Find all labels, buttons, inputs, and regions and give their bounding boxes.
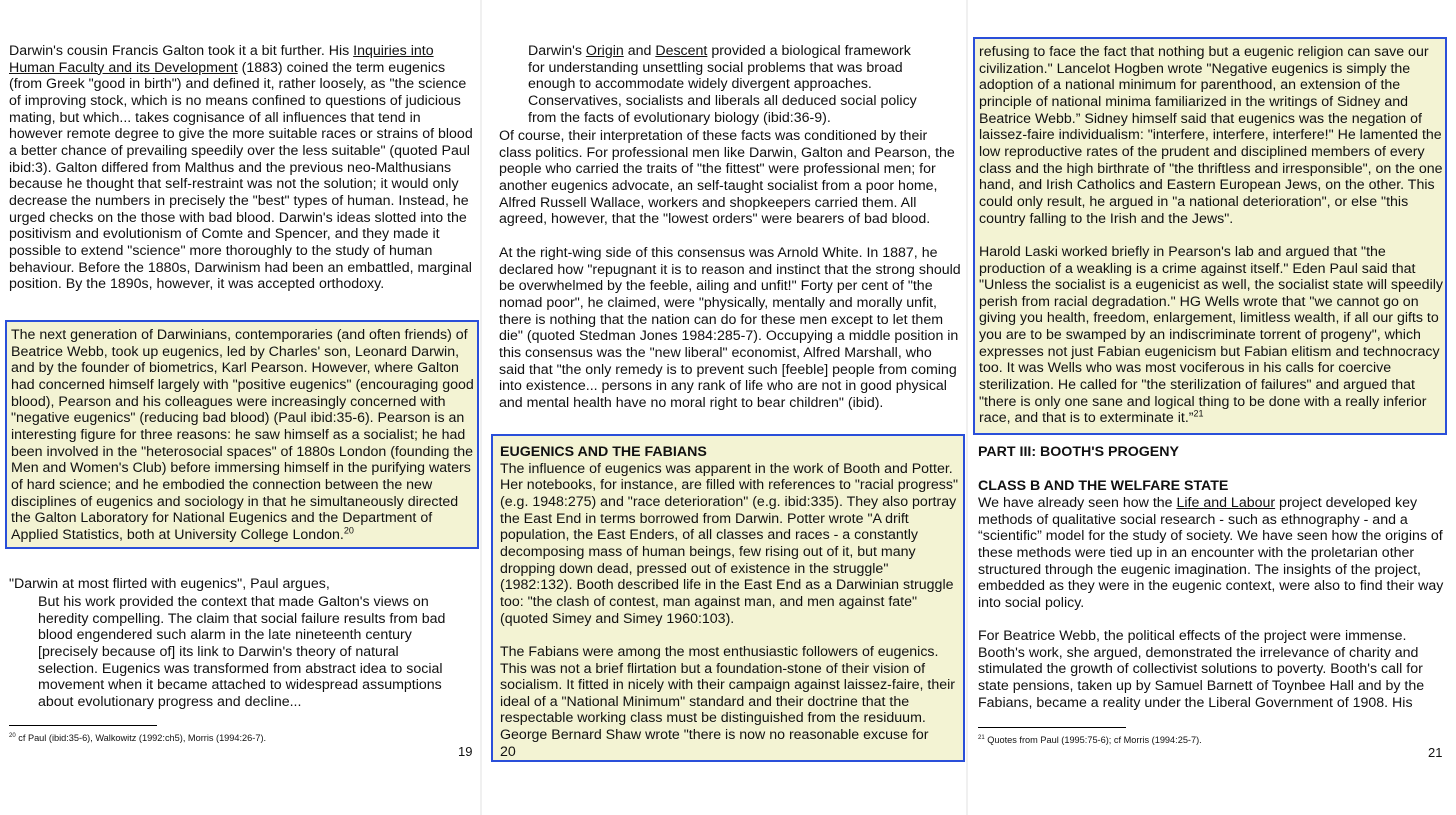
footnote-ref-20: 20	[343, 525, 354, 536]
galton-paragraph: Darwin's cousin Francis Galton took it a bit further. His Inquiries into Human Faculty and its Development (1883) coined the term eugenics (from Greek "good in birth") and defined it, rather loosely, as "the science of improving stock, which is no means confined to questions of judicious mating, but which... takes cognisance of all influences that tend in however remote degree to give the more suitable races or strains of blood a better chance of prevailing speedily over the less suitable" (quoted Paul ibid:3). Galton differed from Malthus and the previous neo-Malthusians because he thought that self-restraint was not the solution; it would only decrease the numbers in precisely the "best" types of human. Instead, he urged checks on the those with bad blood. Darwin's ideas slotted into the positivism and evolutionism of Comte and Spencer, and they made it possible to extend "science" more thoroughly to the study of human behaviour. Before the 1880s, Darwinism had been an embattled, marginal position. By the 1890s, however, it was accepted orthodoxy.	[9, 43, 473, 293]
page-19	[0, 0, 480, 815]
class-politics-paragraph: Of course, their interpretation of these facts was conditioned by their class politics. For professional men like Darwin, Galton and Pearson, the people who carried the traits of "the fittest" were professional men; for another eugenics advocate, an self-taught socialist from a poor home, Alfred Russell Wallace, workers and shopkeepers carried them. All agreed, however, that the "lowest orders" were bearers of bad blood.	[499, 128, 955, 228]
fabians-paragraph: The Fabians were among the most enthusiastic followers of eugenics. This was not a brief flirtation but a foundation-stone of their vision of socialism. It fitted in nicely with their campaign against laissez-faire, their ideal of a "National Minimum" standard and their doctrine that the respectable working class must be distinguished from the residuum. George Bernard Shaw wrote "there is now no reasonable excuse for	[500, 643, 955, 744]
paul-block-quote: But his work provided the context that made Galton's views on heredity compelling. The claim that social failure results from bad blood engendered such alarm in the late nineteenth century [precisely because of] its link to Darwin's theory of natural selection. Eugenics was transformed from abstract idea to social movement when it became attached to widespread assumptions about evolutionary progress and decline...	[38, 594, 446, 710]
footnote-ref-21: 21	[1193, 408, 1204, 419]
hogben-webb-paragraph: refusing to face the fact that nothing but a eugenic religion can save our civilization." Lancelot Hogben wrote "Negative eugenics is simply the adoption of a national minimum for parenthood, an extension of the principle of national minima familiarized in the writings of Sidney and Beatrice Webb.” Sidney himself said that eugenics was the negation of laissez-faire individualism: "interfere, interfere, interfere!" He lamented the low reproductive rates of the prudent and disciplined members of every class and the high birthrate of "the thriftless and irresponsible", on the one hand, and Irish Catholics and Eastern European Jews, on the other. This could only result, he argued in "a national deterioration", or else "this country falling to the Irish and the Jews".	[979, 44, 1443, 227]
footnote-rule	[978, 727, 1126, 728]
darwin-block-quote: Darwin's Origin and Descent provided a biological framework for understanding unsettling social problems that was broad enough to accommodate widely divergent approaches. Conservatives, socialists and liberals all deduced social policy from the facts of evolutionary biology (ibid:36-9).	[528, 43, 917, 126]
page-number: 19	[458, 744, 473, 759]
darwinians-text: The next generation of Darwinians, contemporaries (and often friends) of Beatrice Webb, took up eugenics, led by Charles' son, Leonard Darwin, and by the founder of biometrics, Karl Pearson. However, where Galton had concerned himself largely with "positive eugenics" (encouraging good blood), Pearson and his colleagues were increasingly concerned with "negative eugenics" (reducing bad blood) (Paul ibid:35-6). Pearson is an interesting figure for three reasons: he saw himself as a socialist; he had been involved in the "heterosocial spaces" of 1880s London (founding the Men and Women's Club) before immersing himself in the purifying waters of hard science; and he embodied the connection between the new disciplines of eugenics and sociology in that he simultaneously directed the Galton Laboratory for National Eugenics and the Department of Applied Statistics, both at University College London.	[11, 327, 474, 543]
booth-potter-paragraph: The influence of eugenics was apparent in the work of Booth and Potter. Her notebooks, for instance, are filled with references to "racial progress" (e.g. 1948:275) and "race deterioration" (e.g. ibid:335). They also portray the East End in terms borrowed from Darwin. Potter wrote "A drift population, the East Enders, of all classes and races - a constantly decomposing mass of human beings, few rising out of it, but many dropping down dead, pressed out of existence in the struggle" (1982:132). Booth described life in the East End as a Darwinian struggle too: "the clash of contest, man against man, and men against fate" (quoted Simey and Simey 1960:103).	[500, 460, 958, 627]
inquiries-book-title: Inquiries into Human Faculty and its Development	[9, 43, 434, 76]
part-heading: PART III: BOOTH'S PROGENY	[978, 444, 1179, 460]
footnote-rule	[9, 725, 157, 726]
footnote-20: $^{20}$ cf Paul (ibid:35-6), Walkowitz (1992:ch5), Morris (1994:26-7).	[9, 732, 267, 743]
page-number: 21	[1428, 745, 1443, 760]
descent-title: Descent	[655, 43, 708, 59]
arnold-white-paragraph: At the right-wing side of this consensus was Arnold White. In 1887, he declared how "repugnant it is to reason and instinct that the strong should be overwhelmed by the feeble, ailing and unfit!" Forty per cent of "the nomad poor", he claimed, were "physically, mentally and morally unfit, there is nothing that the nation can do for these men except to let them die" (quoted Stedman Jones 1984:285-7). Occupying a middle position in this consensus was the "new liberal" economist, Alfred Marshall, who said that "the only remedy is to prevent such [feeble] people from coming into existence... persons in any rank of life who are not in good physical and mental health have no moral right to bear children" (ibid).	[499, 245, 961, 411]
laski-wells-paragraph: Harold Laski worked briefly in Pearson's lab and argued that "the production of a weakling is a crime against itself." Eden Paul said that "Unless the socialist is a eugenicist as well, the socialist state will speedily perish from racial degradation." HG Wells wrote that "we cannot go on giving you health, freedom, enlargement, limitless wealth, if all our gifts to you are to be swamped by an indiscriminate torrent of progeny", which expresses not just Fabian eugenicism but Fabian elitism and technocracy too. It was Wells who was most vociferous in his calls for coercive sterilization. He called for "the sterilization of failures" and argued that "there is only one sane and logical thing to be done with a really inferior race, and that is to exterminate it.”$^{21}$	[979, 243, 1443, 427]
life-and-labour-paragraph: We have already seen how the Life and Labour project developed key methods of qualitative social research - such as ethnography - and a “scientific” model for the study of society. We have seen how the origins of these methods were tied up in an encounter with the proletarian other structured through the eugenic imagination. The insights of the project, embedded as they were in the eugenic context, were also to find their way into social policy.	[978, 495, 1444, 611]
origin-title: Origin	[585, 43, 624, 59]
highlight-darwinians-paragraph	[5, 320, 479, 549]
footnote-21: $^{21}$ Quotes from Paul (1995:75-6); cf Morris (1994:25-7).	[978, 734, 1202, 745]
section-heading: EUGENICS AND THE FABIANS	[500, 444, 707, 460]
highlight-fabians-section	[491, 434, 965, 762]
section-heading: CLASS B AND THE WELFARE STATE	[978, 478, 1229, 494]
life-and-labour-title: Life and Labour	[1176, 495, 1276, 511]
beatrice-webb-paragraph: For Beatrice Webb, the political effects of the project were immense. Booth's work, she argued, demonstrated the irrelevance of charity and stimulated the growth of collectivist solutions to poverty. Booth's call for state pensions, taken up by Samuel Barnett of Toynbee Hall and by the Fabians, became a reality under the Liberal Government of 1908. His	[978, 628, 1425, 711]
page-number: 20	[500, 743, 516, 760]
highlight-eugenic-quotes	[973, 37, 1447, 435]
page-21	[968, 0, 1456, 815]
paul-intro-line: "Darwin at most flirted with eugenics", Paul argues,	[9, 576, 330, 592]
page-20	[482, 0, 966, 815]
